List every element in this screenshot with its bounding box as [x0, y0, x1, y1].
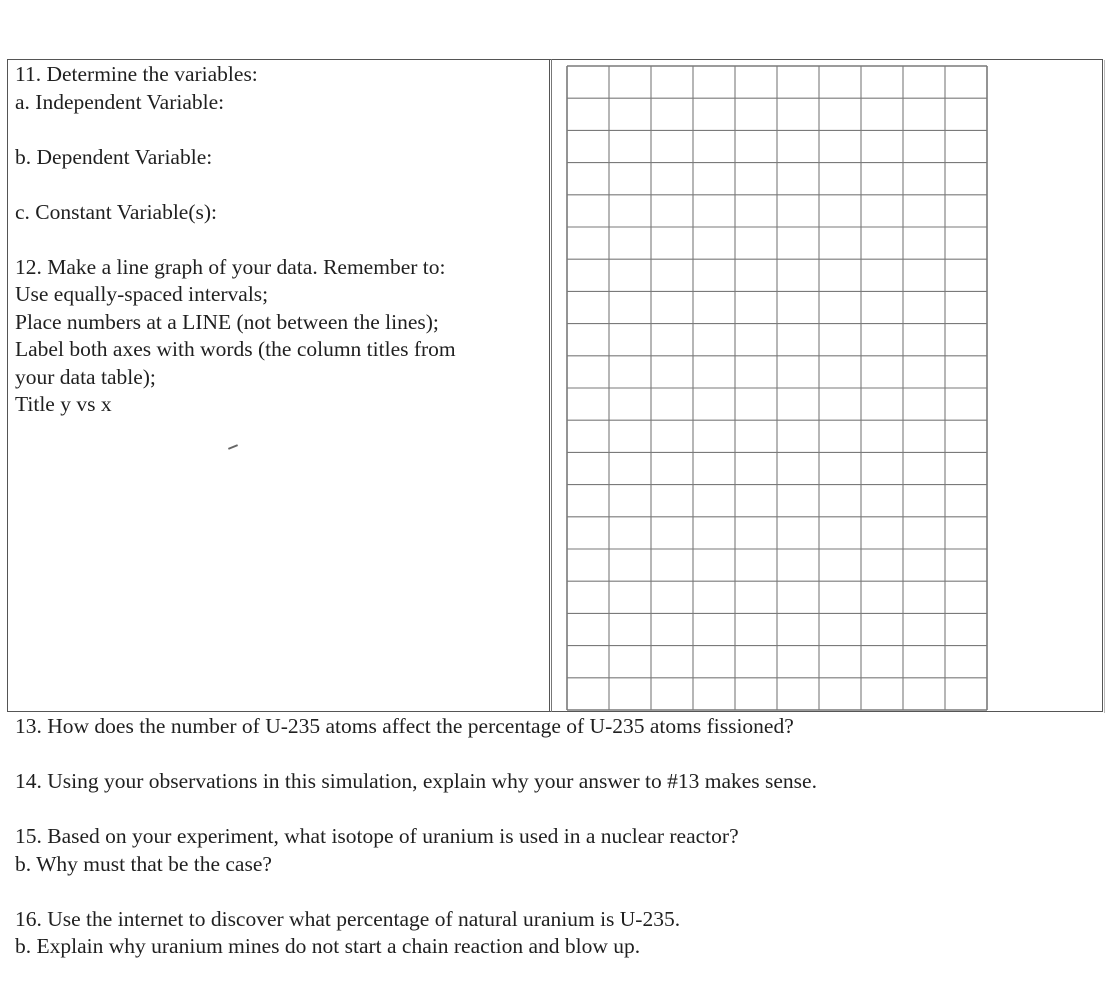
q14-question: 14. Using your observations in this simulation, explain why your answer to #13 makes sense.: [15, 769, 817, 793]
independent-variable-prompt: a. Independent Variable:: [15, 89, 225, 114]
q15-b-question: b. Why must that be the case?: [15, 851, 272, 876]
graph-instruction-line: Title y vs x: [15, 392, 112, 416]
table-column-divider: [549, 59, 552, 712]
constant-variable-prompt: c. Constant Variable(s):: [15, 199, 218, 224]
q12-heading: 12. Make a line graph of your data. Remember to:: [15, 254, 446, 279]
q16-question: 16. Use the internet to discover what percentage of natural uranium is U-235.: [15, 906, 681, 931]
graph-paper[interactable]: [566, 65, 988, 711]
graph-instruction-line: Use equally-spaced intervals;: [15, 282, 269, 306]
q16-b-question: b. Explain why uranium mines do not start a chain reaction and blow up.: [15, 934, 641, 958]
q13-question: 13. How does the number of U-235 atoms affect the percentage of U-235 atoms fissioned?: [15, 714, 794, 738]
questions-section: [15, 713, 1095, 961]
graph-instruction-line: your data table);: [15, 364, 156, 389]
graph-grid: [566, 65, 988, 711]
q15-question: 15. Based on your experiment, what isotope of uranium is used in a nuclear reactor?: [15, 824, 739, 848]
dependent-variable-prompt: b. Dependent Variable:: [15, 144, 213, 169]
graph-instruction-line: Label both axes with words (the column titles from: [15, 337, 456, 361]
graph-instruction-line: Place numbers at a LINE (not between the lines);: [15, 309, 439, 334]
q11-heading: 11. Determine the variables:: [15, 62, 258, 86]
instructions-column: [15, 61, 545, 419]
page-edge-shadow: [1104, 60, 1105, 713]
